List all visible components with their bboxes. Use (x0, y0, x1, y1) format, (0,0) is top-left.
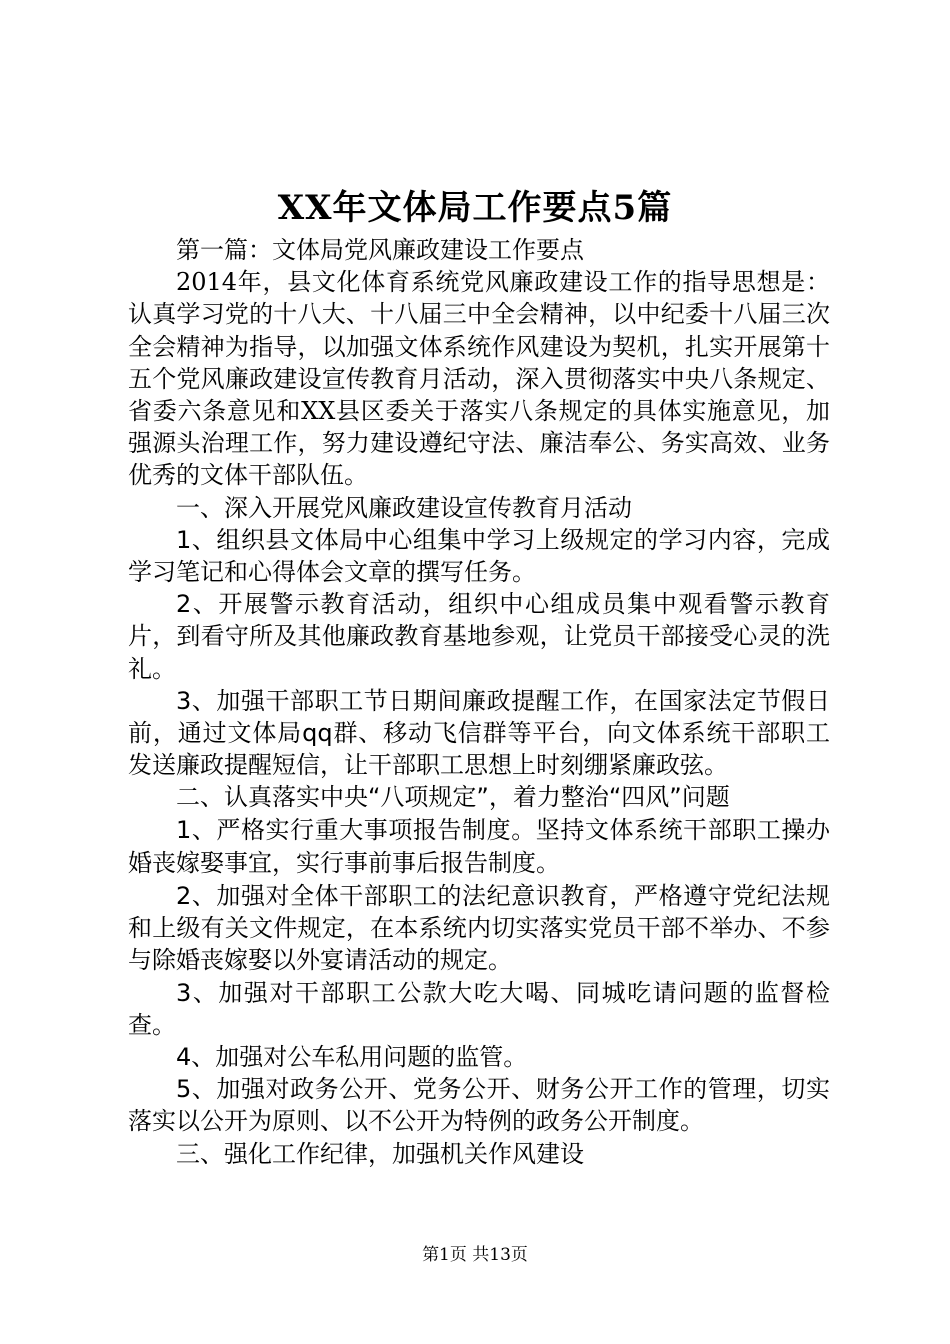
item-1-2: 2、开展警示教育活动，组织中心组成员集中观看警示教育片，到看守所及其他廉政教育基地参观，让党员干部接受心灵的洗礼。 (128, 590, 830, 683)
section-heading-2: 二、认真落实中央“八项规定”，着力整治“四风”问题 (176, 783, 730, 812)
item-1-1: 1、组织县文体局中心组集中学习上级规定的学习内容，完成学习笔记和心得体会文章的撰写任务。 (128, 525, 830, 587)
paragraph-guiding-ideology: 2014年，县文化体育系统党风廉政建设工作的指导思想是：认真学习党的十八大、十八届三中全会精神，以中纪委十八届三次全会精神为指导，以加强文体系统作风建设为契机，扎实开展第十五个党风廉政建设宣传教育月活动，深入贯彻落实中央八条规定、省委六条意见和XX县区委关于落实八条规定的具体实施意见，加强源头治理工作，努力建设遵纪守法、廉洁奉公、务实高效、业务优秀的文体干部队伍。 (128, 268, 830, 490)
document-title: XX年文体局工作要点5篇 (277, 188, 673, 228)
item-2-2: 2、加强对全体干部职工的法纪意识教育，严格遵守党纪法规和上级有关文件规定，在本系统内切实落实党员干部不举办、不参与除婚丧嫁娶以外宴请活动的规定。 (128, 882, 830, 975)
item-2-1-lead: 1、严格实行重大事项报告制度。 (176, 815, 536, 844)
item-2-1-detail: 坚持文体系统干部职工操办婚丧嫁娶事宜，实行事前事后报告制度。 (128, 815, 830, 877)
item-2-5: 5、加强对政务公开、党务公开、财务公开工作的管理，切实落实以公开为原则、以不公开为特例的政务公开制度。 (128, 1075, 830, 1136)
item-2-4: 4、加强对公车私用问题的监管。 (176, 1043, 528, 1072)
item-1-3: 3、加强干部职工节日期间廉政提醒工作，在国家法定节假日前，通过文体局qq群、移动飞信群等平台，向文体系统干部职工发送廉政提醒短信，让干部职工思想上时刻绷紧廉政弦。 (128, 686, 830, 780)
item-2-3: 3、加强对干部职工公款大吃大喝、同城吃请问题的监督检查。 (128, 978, 830, 1039)
section-heading-1: 一、深入开展党风廉政建设宣传教育月活动 (176, 493, 632, 522)
page-number: 第1页 共13页 (422, 1245, 528, 1265)
document-body (128, 234, 830, 1170)
section-heading-3: 三、强化工作纪律，加强机关作风建设 (176, 1139, 584, 1168)
item-2-1 (128, 814, 830, 880)
section-heading-part-one: 第一篇：文体局党风廉政建设工作要点 (176, 236, 584, 264)
